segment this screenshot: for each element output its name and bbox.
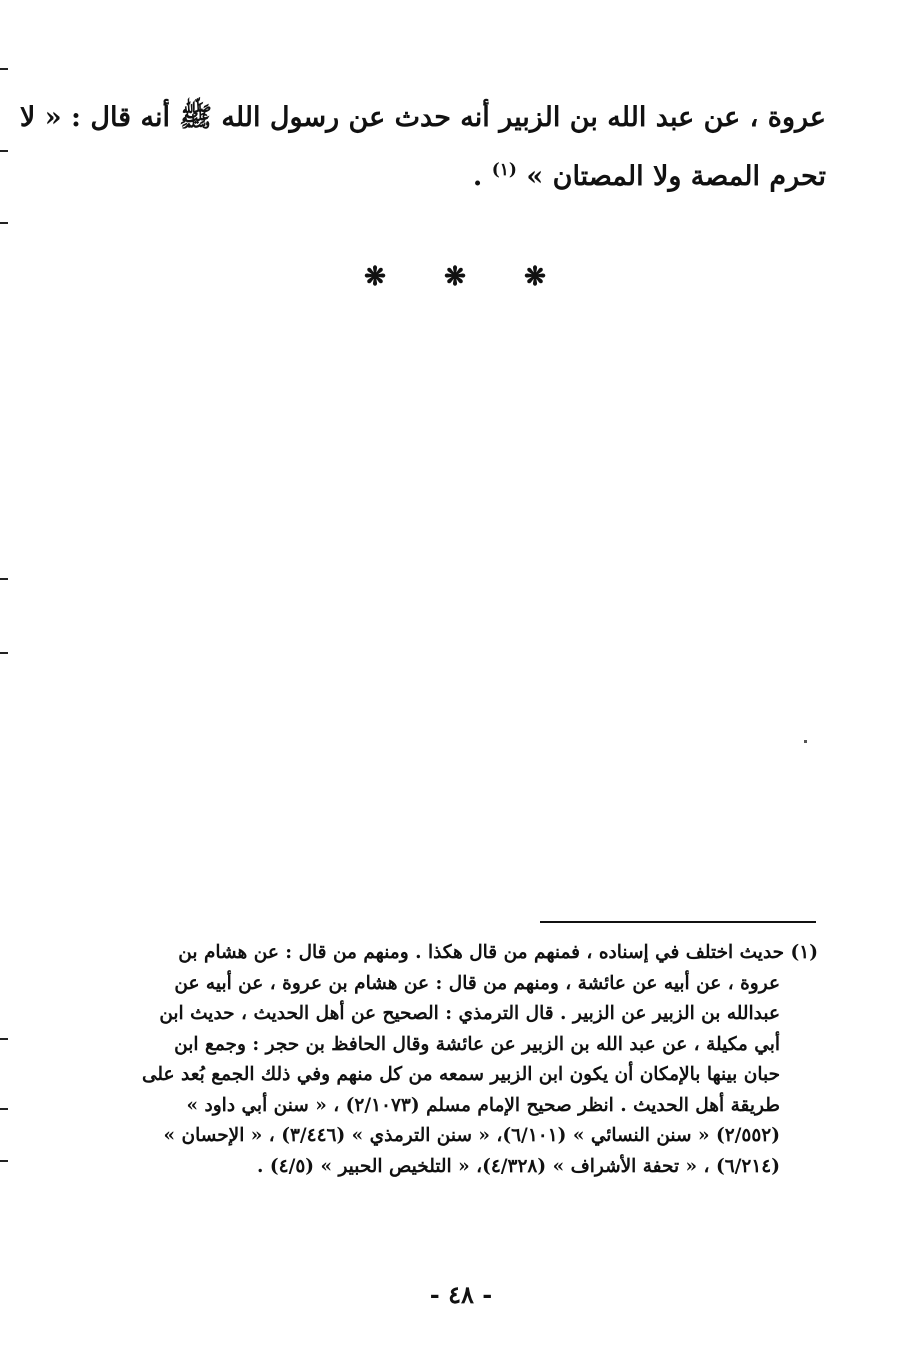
footnote-line: (١) حديث اختلف في إسناده ، فمنهم من قال هكذا . ومنهم من قال : عن هشام بن	[178, 942, 818, 963]
scan-edge-mark	[0, 1160, 8, 1162]
footnote-line: عبدالله بن الزبير عن الزبير . قال الترمذي : الصحيح عن أهل الحديث ، حديث ابن	[159, 1003, 780, 1024]
scan-edge-mark	[0, 1108, 8, 1110]
footnote-block	[78, 938, 818, 1182]
footnote-line: عروة ، عن أبيه عن عائشة ، ومنهم من قال : عن هشام بن عروة ، عن أبيه عن	[174, 972, 780, 994]
main-text-line	[78, 144, 826, 203]
page-number: - ٤٨ -	[429, 1280, 493, 1309]
footnote-line: طريقة أهل الحديث . انظر صحيح الإمام مسلم (٢/١٠٧٣) ، « سنن أبي داود »	[186, 1094, 780, 1116]
scan-edge-mark	[0, 578, 8, 580]
sentence-end: .	[472, 161, 483, 192]
main-paragraph	[19, 92, 826, 203]
scan-edge-mark	[0, 1038, 8, 1040]
footnote-line: (٦/٢١٤) ، « تحفة الأشراف » (٤/٣٢٨)، « التلخيص الحبير » (٤/٥) .	[257, 1155, 780, 1177]
footnote-line: (٢/٥٥٢) « سنن النسائي » (٦/١٠١)، « سنن الترمذي » (٣/٤٤٦) ، « الإحسان »	[163, 1125, 780, 1146]
scan-edge-mark	[0, 652, 8, 654]
scan-speck	[804, 740, 807, 743]
star-ornament: ❋	[444, 262, 466, 292]
footnote-reference: (١)	[491, 160, 517, 180]
main-text-line: عروة ، عن عبد الله بن الزبير أنه حدث عن رسول الله ﷺ أنه قال : « لا	[19, 102, 826, 133]
section-separator	[360, 262, 550, 292]
scan-edge-mark	[0, 222, 8, 224]
footnote-line: أبي مكيلة ، عن عبد الله بن الزبير عن عائشة وقال الحافظ بن حجر : وجمع ابن	[174, 1033, 780, 1055]
star-ornament: ❋	[364, 262, 386, 292]
scan-edge-mark	[0, 150, 8, 152]
scan-edge-mark	[0, 68, 8, 70]
quote-text: تحرم المصة ولا المصتان »	[526, 161, 826, 192]
star-ornament: ❋	[524, 262, 546, 292]
footnote-line: حبان بينها بالإمكان أن يكون ابن الزبير سمعه من كل منهم وفي ذلك الجمع بُعد على	[141, 1064, 780, 1085]
footnote-divider	[540, 921, 816, 923]
